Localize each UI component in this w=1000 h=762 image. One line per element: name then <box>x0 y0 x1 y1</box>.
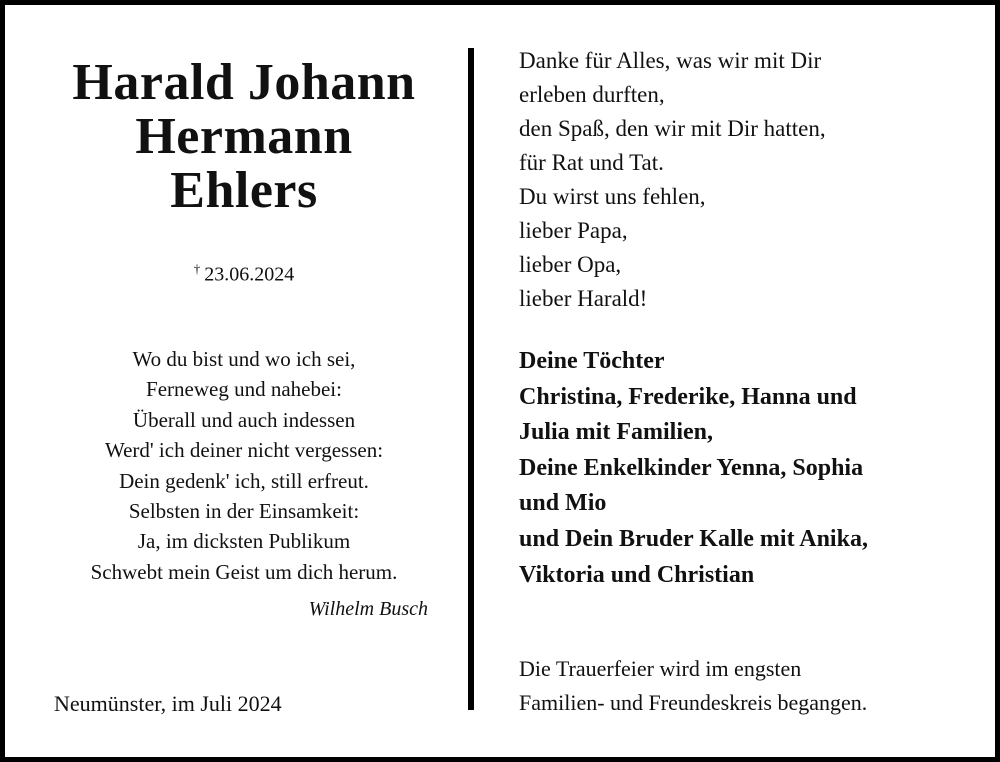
family-line: Deine Enkelkinder Yenna, Sophia <box>519 454 864 481</box>
poem-line: Schwebt mein Geist um dich herum. <box>90 559 398 584</box>
deceased-name <box>20 56 468 218</box>
poem-line: Ferneweg und nahebei: <box>146 377 342 402</box>
thanks-line: lieber Harald! <box>519 286 648 311</box>
thanks-line: lieber Opa, <box>519 252 622 277</box>
name-line: Hermann <box>135 108 353 165</box>
poem-line: Ja, im dicksten Publikum <box>137 529 351 554</box>
poem-author: Wilhelm Busch <box>308 598 428 620</box>
poem-line: Selbsten in der Einsamkeit: <box>128 499 360 524</box>
family-line: Deine Töchter <box>519 348 665 374</box>
family-line: Julia mit Familien, <box>519 419 713 446</box>
family-line: Viktoria und Christian <box>519 561 755 588</box>
poem-line: Dein gedenk' ich, still erfreut. <box>119 468 369 493</box>
notice-line: Die Trauerfeier wird im engsten <box>519 656 802 681</box>
thanks-text <box>519 44 826 316</box>
family-line: und Mio <box>519 490 607 517</box>
name-line: Ehlers <box>170 162 318 219</box>
poem-line: Überall und auch indessen <box>132 407 356 432</box>
poem <box>20 344 468 587</box>
cross-icon: † <box>193 261 201 276</box>
funeral-notice <box>519 652 867 720</box>
family-signatures <box>519 344 868 593</box>
poem-line: Wo du bist und wo ich sei, <box>132 347 356 371</box>
poem-line: Werd' ich deiner nicht vergessen: <box>104 438 384 463</box>
center-divider <box>468 48 474 710</box>
death-date: 23.06.2024 <box>204 263 295 286</box>
notice-line: Familien- und Freundeskreis begangen. <box>519 690 868 715</box>
thanks-line: lieber Papa, <box>519 218 628 243</box>
thanks-line: den Spaß, den wir mit Dir hatten, <box>519 116 826 141</box>
thanks-line: erleben durften, <box>519 82 665 107</box>
thanks-line: Du wirst uns fehlen, <box>519 184 706 209</box>
death-date-line <box>20 254 468 290</box>
thanks-line: für Rat und Tat. <box>519 150 664 175</box>
thanks-line: Danke für Alles, was wir mit Dir <box>519 48 822 73</box>
name-line: Harald Johann <box>72 54 416 111</box>
family-line: Christina, Frederike, Hanna und <box>519 383 857 410</box>
family-line: und Dein Bruder Kalle mit Anika, <box>519 525 868 552</box>
place-date: Neumünster, im Juli 2024 <box>54 691 282 716</box>
